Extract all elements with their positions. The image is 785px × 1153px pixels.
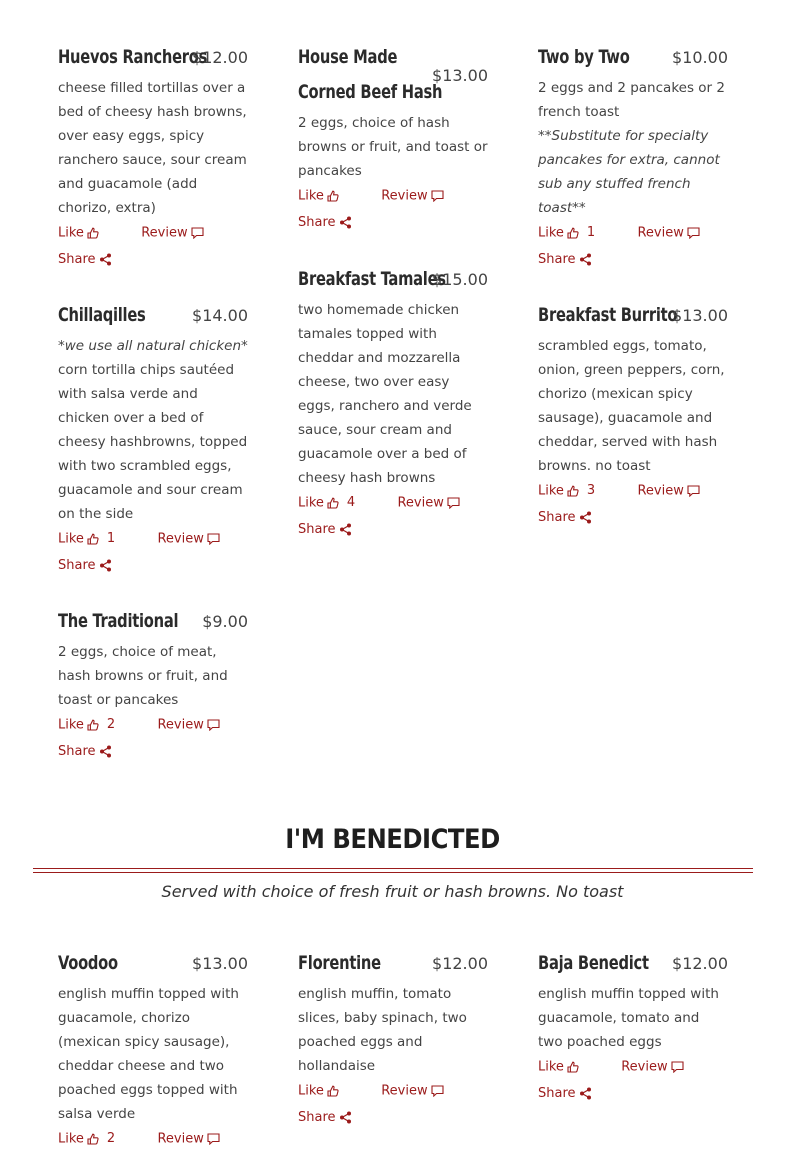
- action-row: [298, 1078, 488, 1105]
- section-divider: [33, 868, 753, 869]
- menu-item-two-by-two: [538, 40, 728, 273]
- like-button[interactable]: Like: [298, 189, 339, 204]
- menu-item-price: $13.00: [672, 306, 728, 325]
- share-icon: [99, 559, 112, 572]
- share-icon: [579, 1087, 592, 1100]
- menu-item-description: scrambled eggs, tomato, onion, green peppers, corn, chorizo (mexican spicy sausage), guacamole and cheddar, served with hash browns. no toast: [538, 338, 725, 474]
- share-icon: [99, 253, 112, 266]
- action-row: [538, 220, 728, 247]
- menu-item-description: two homemade chicken tamales topped with cheddar and mozzarella cheese, two over easy eggs, ranchero and verde sauce, sour cream and guacamole over a bed of cheesy hash browns: [298, 302, 472, 486]
- comment-icon: [207, 533, 220, 545]
- comment-icon: [207, 1133, 220, 1145]
- menu-item-huevos-rancheros: [58, 40, 248, 273]
- review-button[interactable]: Review: [381, 189, 443, 204]
- menu-item-the-traditional: [58, 604, 248, 765]
- menu-item-price: $10.00: [672, 48, 728, 67]
- thumbs-up-icon: [327, 1085, 339, 1097]
- share-button[interactable]: Share: [298, 210, 488, 237]
- like-button[interactable]: Like 3: [538, 483, 596, 498]
- menu-item-price: $12.00: [432, 954, 488, 973]
- action-row: [298, 183, 488, 210]
- menu-item-price: $13.00: [432, 66, 488, 85]
- review-button[interactable]: Review: [157, 1132, 219, 1147]
- like-button[interactable]: Like 2: [58, 717, 116, 732]
- menu-item-name: Florentine: [298, 952, 381, 974]
- share-button[interactable]: Share: [298, 517, 488, 544]
- menu-item-price: $14.00: [192, 306, 248, 325]
- menu-item-description: 2 eggs, choice of meat, hash browns or fruit, and toast or pancakes: [58, 644, 228, 708]
- thumbs-up-icon: [567, 485, 579, 497]
- menu-item-header: [58, 604, 248, 639]
- like-button[interactable]: Like 2: [58, 1131, 116, 1146]
- share-icon: [339, 523, 352, 536]
- like-button[interactable]: Like 4: [298, 495, 356, 510]
- menu-item-name: The Traditional: [58, 610, 179, 632]
- comment-icon: [431, 190, 444, 202]
- thumbs-up-icon: [327, 497, 339, 509]
- menu-item-note: *we use all natural chicken*: [58, 338, 248, 354]
- menu-item-header: [538, 40, 728, 75]
- thumbs-up-icon: [567, 227, 579, 239]
- comment-icon: [671, 1061, 684, 1073]
- menu-item-description: english muffin topped with guacamole, tomato and two poached eggs: [538, 986, 719, 1050]
- share-button[interactable]: Share: [58, 739, 248, 766]
- action-row: [58, 1126, 248, 1153]
- menu-item-name-line1: House Made: [298, 46, 398, 68]
- thumbs-up-icon: [87, 227, 99, 239]
- share-icon: [99, 745, 112, 758]
- thumbs-up-icon: [87, 1133, 99, 1145]
- share-button[interactable]: Share: [538, 505, 728, 532]
- menu-item-description: english muffin, tomato slices, baby spinach, two poached eggs and hollandaise: [298, 986, 467, 1074]
- comment-icon: [207, 719, 220, 731]
- comment-icon: [687, 227, 700, 239]
- menu-item-header: [298, 262, 488, 297]
- share-button[interactable]: Share: [538, 247, 728, 274]
- like-count: 2: [106, 717, 116, 732]
- thumbs-up-icon: [87, 719, 99, 731]
- menu-item-price: $12.00: [672, 954, 728, 973]
- menu-item-description: 2 eggs, choice of hash browns or fruit, and toast or pancakes: [298, 115, 488, 179]
- action-row: [58, 220, 248, 247]
- section-divider: [33, 872, 753, 873]
- menu-item-voodoo: [58, 946, 248, 1153]
- menu-item-header: [298, 946, 488, 981]
- menu-item-name: Two by Two: [538, 46, 630, 68]
- action-row: [538, 478, 728, 505]
- menu-item-header: [58, 946, 248, 981]
- menu-item-header: [538, 946, 728, 981]
- like-button[interactable]: Like 1: [538, 225, 596, 240]
- menu-item-name: Breakfast Tamales: [298, 268, 446, 290]
- review-button[interactable]: Review: [157, 532, 219, 547]
- share-icon: [579, 253, 592, 266]
- menu-item-price: $15.00: [432, 270, 488, 289]
- share-icon: [339, 216, 352, 229]
- share-button[interactable]: Share: [58, 553, 248, 580]
- menu-item-name: Breakfast Burrito: [538, 304, 678, 326]
- menu-item-description: english muffin topped with guacamole, chorizo (mexican spicy sausage), cheddar cheese and two poached eggs topped with salsa verde: [58, 986, 239, 1122]
- share-button[interactable]: Share: [298, 1105, 488, 1132]
- menu-item-header: [298, 40, 488, 110]
- review-button[interactable]: Review: [397, 496, 459, 511]
- section-subtitle: Served with choice of fresh fruit or hash browns. No toast: [161, 882, 624, 901]
- menu-item-florentine: [298, 946, 488, 1131]
- share-button[interactable]: Share: [58, 247, 248, 274]
- menu-item-description: cheese filled tortillas over a bed of cheesy hash browns, over easy eggs, spicy ranchero sauce, sour cream and guacamole (add chorizo, extra): [58, 80, 247, 216]
- menu-item-price: $9.00: [202, 612, 248, 631]
- like-count: 1: [586, 225, 596, 240]
- comment-icon: [431, 1085, 444, 1097]
- like-button[interactable]: Like: [298, 1084, 339, 1099]
- like-button[interactable]: Like 1: [58, 531, 116, 546]
- comment-icon: [191, 227, 204, 239]
- thumbs-up-icon: [327, 190, 339, 202]
- comment-icon: [447, 497, 460, 509]
- menu-item-corned-beef-hash: [298, 40, 488, 236]
- menu-item-name-line2: Corned Beef Hash: [298, 81, 443, 103]
- menu-item-chillaqilles: [58, 298, 248, 579]
- menu-item-price: $12.00: [192, 48, 248, 67]
- menu-item-breakfast-burrito: [538, 298, 728, 531]
- comment-icon: [687, 485, 700, 497]
- like-count: 4: [346, 495, 356, 510]
- share-icon: [579, 511, 592, 524]
- like-count: 1: [106, 531, 116, 546]
- thumbs-up-icon: [87, 533, 99, 545]
- menu-item-baja-benedict: [538, 946, 728, 1107]
- menu-item-header: [58, 40, 248, 75]
- section-title: I'M BENEDICTED: [285, 824, 500, 855]
- menu-item-name: Baja Benedict: [538, 952, 649, 974]
- menu-item-breakfast-tamales: [298, 262, 488, 543]
- action-row: [58, 712, 248, 739]
- menu-item-name: Huevos Rancheros: [58, 46, 208, 68]
- share-button[interactable]: Share: [538, 1081, 728, 1108]
- action-row: [298, 490, 488, 517]
- like-button[interactable]: Like: [58, 226, 99, 241]
- menu-item-price: $13.00: [192, 954, 248, 973]
- review-button[interactable]: Review: [637, 226, 699, 241]
- menu-item-note: **Substitute for specialty pancakes for extra, cannot sub any stuffed french toast**: [538, 128, 720, 216]
- share-icon: [339, 1111, 352, 1124]
- like-button[interactable]: Like: [538, 1060, 579, 1075]
- thumbs-up-icon: [567, 1061, 579, 1073]
- action-row: [58, 526, 248, 553]
- review-button[interactable]: Review: [141, 226, 203, 241]
- review-button[interactable]: Review: [621, 1060, 683, 1075]
- review-button[interactable]: Review: [637, 484, 699, 499]
- like-count: 3: [586, 483, 596, 498]
- menu-item-name: Chillaqilles: [58, 304, 146, 326]
- menu-item-description: 2 eggs and 2 pancakes or 2 french toast: [538, 80, 725, 120]
- review-button[interactable]: Review: [157, 718, 219, 733]
- like-count: 2: [106, 1131, 116, 1146]
- menu-item-header: [58, 298, 248, 333]
- action-row: [538, 1054, 728, 1081]
- menu-item-name: Voodoo: [58, 952, 118, 974]
- review-button[interactable]: Review: [381, 1084, 443, 1099]
- menu-item-description: corn tortilla chips sautéed with salsa verde and chicken over a bed of cheesy hashbrowns, topped with two scrambled eggs, guacamole and sour cream on the side: [58, 362, 248, 522]
- menu-item-header: [538, 298, 728, 333]
